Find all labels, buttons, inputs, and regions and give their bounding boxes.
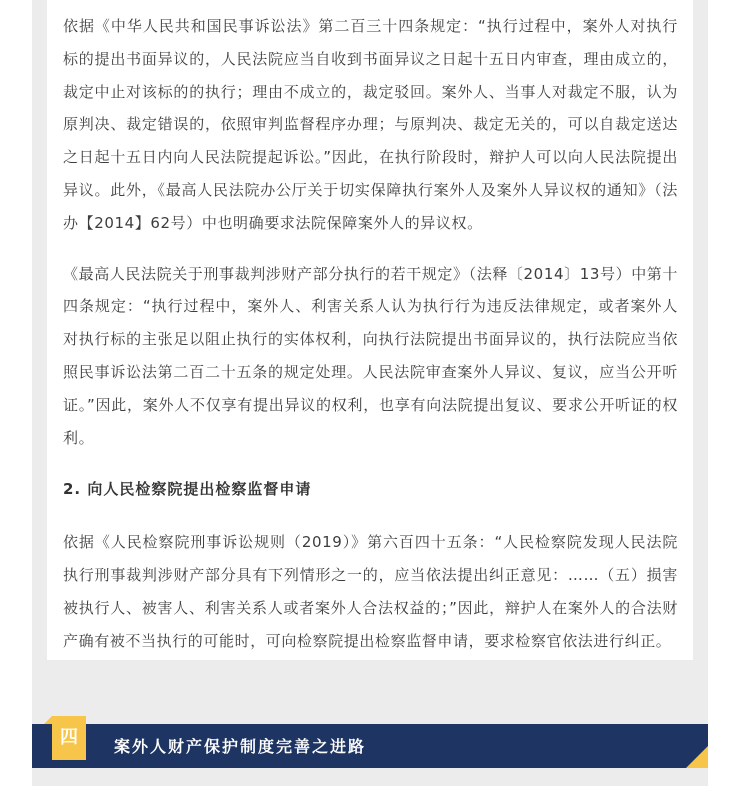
section-title: 案外人财产保护制度完善之进路 bbox=[114, 737, 367, 756]
section-number: 四 bbox=[60, 727, 78, 748]
banner-number-accent bbox=[44, 716, 52, 724]
article-paragraph: 依据《人民检察院刑事诉讼规则（2019）》第六百四十五条：“人民检察院发现人民法院执行刑事裁判涉财产部分具有下列情形之一的，应当依法提出纠正意见：……（五）损害被执行人、被害人、利害关系人或者案外人合法权益的；”因此，辩护人在案外人的合法财产确有被不当执行的可能时，可向检察院提出检察监督申请，要求检察官依法进行纠正。 bbox=[63, 533, 678, 650]
banner-corner-decoration bbox=[686, 746, 708, 768]
article-paragraph: 依据《中华人民共和国民事诉讼法》第二百三十四条规定：“执行过程中，案外人对执行标的提出书面异议的，人民法院应当自收到书面异议之日起十五日内审查，理由成立的，裁定中止对该标的的执行；理由不成立的，裁定驳回。案外人、当事人对裁定不服，认为原判决、裁定错误的，依照审判监督程序办理；与原判决、裁定无关的，可以自裁定送达之日起十五日内向人民法院提起诉讼。”因此，在执行阶段时，辩护人可以向人民法院提出异议。此外，《最高人民法院办公厅关于切实保障执行案外人及案外人异议权的通知》（法办【2014】62号）中也明确要求法院保障案外人的异议权。 bbox=[63, 17, 678, 232]
section-subheading: 2. 向人民检察院提出检察监督申请 bbox=[63, 480, 312, 499]
article-card bbox=[47, 0, 693, 660]
article-paragraph: 《最高人民法院关于刑事裁判涉财产部分执行的若干规定》（法释〔2014〕13号）中第十四条规定：“执行过程中，案外人、利害关系人认为执行行为违反法律规定，或者案外人对执行标的主张足以阻止执行的实体权利，向执行法院提出书面异议的，执行法院应当依照民事诉讼法第二百二十五条的规定处理。人民法院审查案外人异议、复议，应当公开听证。”因此，案外人不仅享有提出异议的权利，也享有向法院提出复议、要求公开听证的权利。 bbox=[63, 264, 678, 447]
